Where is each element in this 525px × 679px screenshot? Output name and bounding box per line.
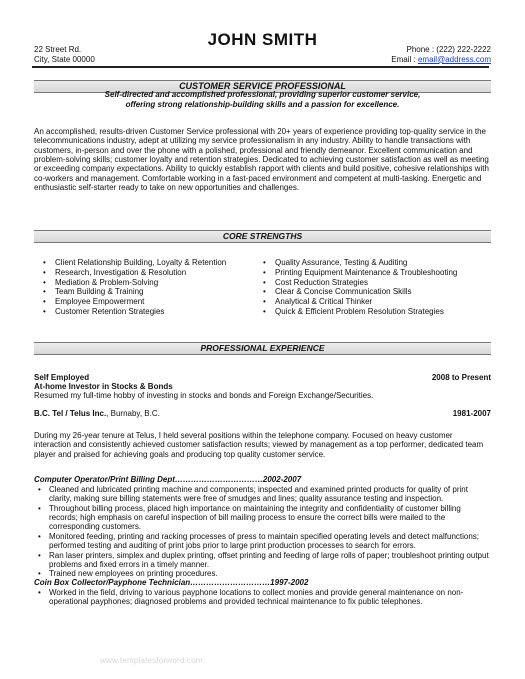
position1-title: Computer Operator/Print Billing Dept……………………………2002-2007 <box>34 475 302 484</box>
job1-employer: Self Employed <box>34 373 90 382</box>
strength-item: • Quality Assurance, Testing & Auditing <box>260 258 480 268</box>
watermark: www.templatesforword.com <box>100 656 203 665</box>
job1-description: Resumed my full-time hobby of investing in stocks and bonds and Foreign Exchange/Securities. <box>34 391 374 400</box>
strength-item: • Team Building & Training <box>40 287 260 297</box>
strength-item: • Employee Empowerment <box>40 297 260 307</box>
job2-dates: 1981-2007 <box>452 409 491 418</box>
tagline-line-2: offering strong relationship-building skills and a passion for excellence. <box>125 99 400 109</box>
duty-item: • Trained new employees on printing procedures. <box>34 569 491 578</box>
job2-header <box>34 409 491 419</box>
strengths-list <box>40 258 480 317</box>
email-line <box>391 55 491 65</box>
job1-role: At-home Investor in Stocks & Bonds <box>34 382 173 391</box>
job2-location: , Burnaby, B.C. <box>106 409 160 418</box>
header-rule <box>32 66 489 68</box>
strength-item: • Printing Equipment Maintenance & Troubleshooting <box>260 268 480 278</box>
position2-title: Coin Box Collector/Payphone Technician…………………………1997-2002 <box>34 578 309 587</box>
tagline-line-1: Self-directed and accomplished professional, providing superior customer service, <box>104 90 421 99</box>
contact-block <box>391 45 491 64</box>
tagline <box>34 90 491 109</box>
job2-employer: B.C. Tel / Telus Inc. <box>34 409 107 418</box>
address-line-1: 22 Street Rd. <box>34 45 82 54</box>
position1-bullets <box>34 485 491 579</box>
duty-item: • Worked in the field, driving to various payphone locations to collect monies and provide general maintenance on non-operational payphones; diagnosed problems and provided technical maintenance to fix public telephones. <box>34 588 491 607</box>
strengths-right-column <box>260 258 480 317</box>
email-label: Email : <box>391 54 418 64</box>
summary-paragraph: An accomplished, results-driven Customer Service professional with 20+ years of experience providing top-quality service in the telecommunications industry, adept at utilizing my service professionalism in any industry. Ability to handle transactions with customers, in-person and over the phone with a polished, professional and friendly demeanor. Excellent communication and problem-solving skills; customer loyalty and retention strategies. Dedicated to achieving customer satisfaction as well as meeting or exceeding company expectations. Ability to quickly establish rapport with clients and build positive, cohesive relationships with co-workers and management. Comfortable working in a fast-paced environment and competent at multi-tasking. Energetic and enthusiastic self-starter ready to take on new opportunities and challenges. <box>34 127 489 193</box>
strength-item: • Clear & Concise Communication Skills <box>260 287 480 297</box>
duty-item: • Throughout billing process, placed high importance on maintaining the integrity and confidentiality of customer billing records; high emphasis on careful inspection of bill mailing process to ensure the correct bills were mailed to the corresponding customers. <box>34 504 491 532</box>
strengths-heading: CORE STRENGTHS <box>34 230 491 243</box>
position2-bullets <box>34 588 491 607</box>
address-line-2: City, State 00000 <box>34 54 95 64</box>
duty-item: • Ran laser printers, simplex and duplex printing, offset printing and feeding of large rolls of paper; troubleshoot printing output problems and fixed errors in a timely manner. <box>34 551 491 570</box>
strength-item: • Quick & Efficient Problem Resolution Strategies <box>260 307 480 317</box>
strengths-left-column <box>40 258 260 317</box>
duty-item: • Monitored feeding, printing and racking processes of press to maintain specified operating levels and detect malfunctions; performed testing and auditing of print jobs prior to large print production processes to search for errors. <box>34 532 491 551</box>
strength-item: • Customer Retention Strategies <box>40 307 260 317</box>
job1-dates: 2008 to Present <box>431 373 491 382</box>
strength-item: • Analytical & Critical Thinker <box>260 297 480 307</box>
experience-heading: PROFESSIONAL EXPERIENCE <box>34 342 491 355</box>
strength-item: • Cost Reduction Strategies <box>260 278 480 288</box>
phone-line: Phone : (222) 222-2222 <box>406 45 491 54</box>
duty-item: • Cleaned and lubricated printing machine and components; inspected and examined printed products for quality of print clarity, making sure billing statements were free of smudges and lines; quality assurance testing and inspection. <box>34 485 491 504</box>
objective-heading: CUSTOMER SERVICE PROFESSIONAL <box>34 80 491 93</box>
job2-intro: During my 26-year tenure at Telus, I held several positions within the telephone company. Focused on heavy customer interaction and consistently achieved customer satisfaction results; viewed by management as a top performer, dedicated team player and praised for achieving goals and producing top quality customer service. <box>34 431 484 459</box>
strength-item: • Research, Investigation & Resolution <box>40 268 260 278</box>
candidate-name: JOHN SMITH <box>207 30 318 49</box>
strength-item: • Client Relationship Building, Loyalty & Retention <box>40 258 260 268</box>
address-block <box>34 45 95 64</box>
strength-item: • Mediation & Problem-Solving <box>40 278 260 288</box>
email-link[interactable]: email@address.com <box>417 54 491 64</box>
